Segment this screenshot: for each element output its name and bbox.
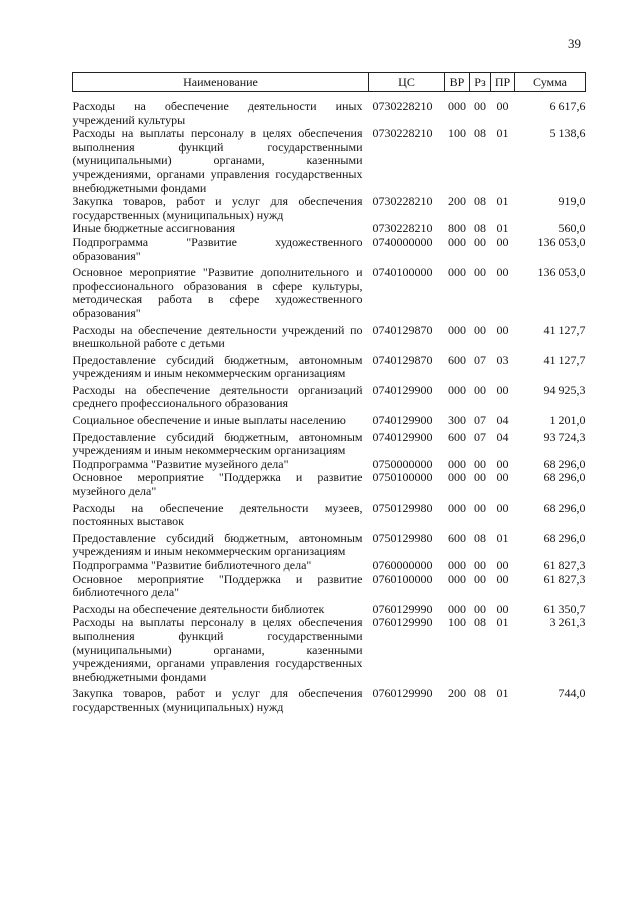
cell-pr: 01: [496, 221, 509, 236]
cell-sum: 136 053,0: [537, 265, 586, 280]
cell-name: Расходы на обеспечение деятельности иных учреждений культуры: [72, 99, 363, 127]
cell-vr: 000: [448, 500, 466, 515]
cell-cs: 0740129870: [372, 352, 433, 367]
cell-name: Расходы на обеспечение деятельности библиотек: [72, 601, 325, 616]
cell-sum: 61 350,7: [543, 601, 586, 616]
cell-name: Закупка товаров, работ и услуг для обеспечения государственных (муниципальных) нужд: [72, 194, 363, 222]
cell-rz: 08: [474, 221, 486, 236]
table-row: [73, 559, 586, 573]
cell-vr: 000: [448, 456, 466, 471]
cell-cs: 0730228210: [372, 194, 433, 209]
cell-vr: 000: [448, 99, 466, 113]
table-row: [73, 263, 586, 320]
cell-cs: 0730228210: [372, 221, 433, 236]
cell-rz: 00: [474, 234, 486, 249]
cell-pr: 03: [496, 352, 509, 367]
cell-pr: 01: [496, 530, 509, 545]
cell-pr: 04: [496, 429, 509, 444]
table-row: [73, 600, 586, 617]
table-row: [73, 127, 586, 195]
table-row: [73, 458, 586, 472]
cell-pr: 01: [496, 194, 509, 209]
cell-vr: 200: [448, 686, 466, 701]
cell-cs: 0760129990: [372, 686, 433, 701]
cell-cs: 0760129990: [372, 615, 433, 630]
cell-cs: 0760000000: [372, 558, 433, 572]
cell-sum: 1 201,0: [549, 413, 586, 428]
cell-cs: 0740129870: [372, 322, 433, 337]
header-name: Наименование: [73, 73, 369, 92]
cell-name: Расходы на выплаты персоналу в целях обеспечения выполнения функций государственными (муниципальными) органами, казенными учреждениями, органами управления государственных внебюджетными фондами: [72, 615, 363, 684]
cell-name: Основное мероприятие "Поддержка и развитие музейного дела": [72, 470, 363, 499]
cell-cs: 0740129900: [372, 429, 433, 444]
cell-name: Предоставление субсидий бюджетным, автономным учреждениям и иным некоммерческим организациям: [72, 530, 363, 559]
cell-name: Подпрограмма "Развитие библиотечного дела": [72, 558, 312, 572]
cell-cs: 0760129990: [372, 601, 433, 616]
cell-sum: 68 296,0: [543, 470, 586, 485]
table-row: [73, 428, 586, 458]
cell-cs: 0740129900: [372, 413, 433, 428]
cell-cs: 0750100000: [372, 470, 433, 485]
cell-vr: 100: [448, 126, 466, 141]
cell-pr: 01: [496, 126, 509, 141]
cell-rz: 00: [474, 99, 486, 113]
cell-sum: 68 296,0: [543, 530, 586, 545]
cell-pr: 00: [496, 234, 509, 249]
cell-pr: 00: [496, 558, 509, 572]
cell-sum: 41 127,7: [543, 322, 586, 337]
cell-cs: 0750000000: [372, 456, 433, 471]
cell-sum: 61 827,3: [543, 558, 586, 572]
table-row: [73, 411, 586, 428]
cell-name: Расходы на выплаты персоналу в целях обеспечения выполнения функций государственными (муниципальными) органами, казенными учреждениями, органами управления государственных внебюджетными фондами: [72, 126, 363, 195]
cell-sum: 919,0: [558, 194, 586, 209]
cell-name: Расходы на обеспечение деятельности музеев, постоянных выставок: [72, 500, 363, 529]
cell-sum: 560,0: [558, 221, 586, 236]
cell-name: Подпрограмма "Развитие музейного дела": [72, 456, 289, 471]
header-sum: Сумма: [515, 73, 586, 92]
cell-pr: 01: [496, 686, 509, 701]
cell-rz: 00: [474, 456, 486, 471]
cell-name: Предоставление субсидий бюджетным, автономным учреждениям и иным некоммерческим организациям: [72, 352, 363, 381]
cell-vr: 100: [448, 615, 466, 630]
cell-sum: 61 827,3: [543, 571, 586, 586]
table-row: [73, 236, 586, 263]
table-row: [73, 321, 586, 351]
cell-vr: 600: [448, 352, 466, 367]
cell-sum: 6 617,6: [549, 99, 586, 113]
cell-name: Основное мероприятие "Поддержка и развитие библиотечного дела": [72, 571, 363, 600]
cell-rz: 00: [474, 558, 486, 572]
cell-sum: 744,0: [558, 686, 586, 701]
cell-name: Закупка товаров, работ и услуг для обеспечения государственных (муниципальных) нужд: [72, 686, 363, 714]
cell-vr: 600: [448, 530, 466, 545]
cell-sum: 68 296,0: [543, 456, 586, 471]
cell-vr: 000: [448, 265, 466, 280]
cell-sum: 94 925,3: [543, 382, 586, 397]
cell-pr: 00: [496, 456, 509, 471]
cell-vr: 000: [448, 382, 466, 397]
cell-rz: 07: [474, 413, 486, 428]
header-rz: Рз: [470, 73, 491, 92]
cell-sum: 41 127,7: [543, 352, 586, 367]
cell-cs: 0740000000: [372, 234, 433, 249]
cell-pr: 00: [496, 601, 509, 616]
cell-pr: 01: [496, 615, 509, 630]
cell-name: Предоставление субсидий бюджетным, автономным учреждениям и иным некоммерческим организациям: [72, 429, 363, 458]
cell-rz: 07: [474, 352, 486, 367]
cell-name: Социальное обеспечение и иные выплаты населению: [72, 413, 346, 428]
table-body: [73, 92, 586, 715]
table-row: [73, 471, 586, 498]
table-row: [73, 195, 586, 222]
cell-cs: 0730228210: [372, 126, 433, 141]
cell-cs: 0740100000: [372, 265, 433, 280]
table-row: [73, 499, 586, 529]
cell-rz: 00: [474, 571, 486, 586]
cell-rz: 07: [474, 429, 486, 444]
table-row: [73, 616, 586, 684]
table-row: [73, 684, 586, 714]
cell-sum: 136 053,0: [537, 234, 586, 249]
cell-name: Основное мероприятие "Развитие дополнительного и профессионального образования в сфере культуры, методическая работа в сфере художественного образования": [72, 265, 363, 320]
table-row: [73, 351, 586, 381]
cell-sum: 93 724,3: [543, 429, 586, 444]
budget-table: [72, 72, 586, 715]
table-header-row: [73, 73, 586, 92]
cell-cs: 0750129980: [372, 500, 433, 515]
table-row: [73, 529, 586, 559]
cell-pr: 04: [496, 413, 509, 428]
cell-vr: 000: [448, 571, 466, 586]
cell-rz: 08: [474, 530, 486, 545]
cell-sum: 3 261,3: [549, 615, 586, 630]
table-row: [73, 573, 586, 600]
cell-pr: 00: [496, 322, 509, 337]
cell-vr: 200: [448, 194, 466, 209]
cell-cs: 0730228210: [372, 99, 433, 113]
cell-vr: 600: [448, 429, 466, 444]
table-row: [73, 92, 586, 128]
cell-sum: 5 138,6: [549, 126, 586, 141]
cell-cs: 0760100000: [372, 571, 433, 586]
cell-rz: 08: [474, 615, 486, 630]
cell-name: Подпрограмма "Развитие художественного образования": [72, 234, 363, 263]
cell-vr: 800: [448, 221, 466, 236]
cell-cs: 0750129980: [372, 530, 433, 545]
cell-pr: 00: [496, 470, 509, 485]
table-row: [73, 381, 586, 411]
cell-vr: 300: [448, 413, 466, 428]
cell-name: Иные бюджетные ассигнования: [72, 221, 235, 236]
cell-cs: 0740129900: [372, 382, 433, 397]
cell-pr: 00: [496, 500, 509, 515]
cell-sum: 68 296,0: [543, 500, 586, 515]
page-number: 39: [568, 36, 581, 51]
cell-pr: 00: [496, 265, 509, 280]
cell-rz: 08: [474, 126, 486, 141]
header-cs: ЦС: [369, 73, 445, 92]
cell-rz: 00: [474, 470, 486, 485]
cell-pr: 00: [496, 99, 509, 113]
cell-rz: 00: [474, 265, 486, 280]
cell-vr: 000: [448, 234, 466, 249]
cell-name: Расходы на обеспечение деятельности учреждений по внешкольной работе с детьми: [72, 322, 363, 351]
cell-rz: 00: [474, 601, 486, 616]
cell-rz: 08: [474, 194, 486, 209]
cell-rz: 08: [474, 686, 486, 701]
header-vr: ВР: [445, 73, 470, 92]
cell-rz: 00: [474, 382, 486, 397]
cell-pr: 00: [496, 382, 509, 397]
cell-vr: 000: [448, 322, 466, 337]
cell-vr: 000: [448, 470, 466, 485]
header-pr: ПР: [491, 73, 515, 92]
cell-rz: 00: [474, 500, 486, 515]
cell-pr: 00: [496, 571, 509, 586]
cell-vr: 000: [448, 601, 466, 616]
table-row: [73, 222, 586, 236]
cell-rz: 00: [474, 322, 486, 337]
cell-vr: 000: [448, 558, 466, 572]
cell-name: Расходы на обеспечение деятельности организаций среднего профессионального образования: [72, 382, 363, 411]
